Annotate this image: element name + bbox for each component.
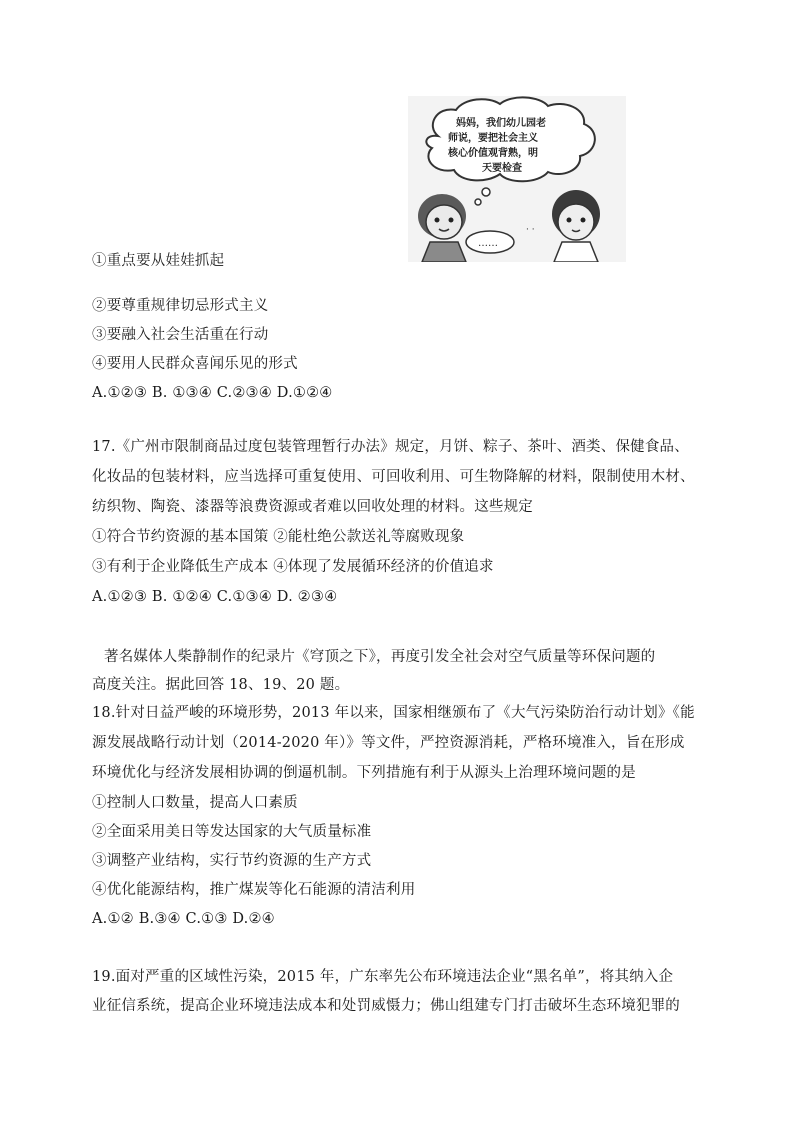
q17-answers: A.①②③ B. ①②④ C.①③④ D. ②③④ xyxy=(92,589,338,605)
q18-answers: A.①② B.③④ C.①③ D.②④ xyxy=(92,911,275,927)
q16-option-1: ①重点要从娃娃抓起 xyxy=(92,253,225,269)
q18-option-4: ④优化能源结构，推广煤炭等化石能源的清洁利用 xyxy=(92,882,416,898)
q18-option-1: ①控制人口数量，提高人口素质 xyxy=(92,795,298,811)
q18-stem-line-2: 源发展战略行动计划（2014-2020 年）》等文件，严控资源消耗，严格环境准入，旨在形成 xyxy=(92,735,685,751)
reply-bubble-text: …… xyxy=(478,238,498,249)
q16-option-3: ③要融入社会生活重在行动 xyxy=(92,327,269,343)
cartoon-drawing xyxy=(408,96,626,262)
q18-option-3: ③调整产业结构，实行节约资源的生产方式 xyxy=(92,853,372,869)
cartoon-illustration xyxy=(408,96,626,262)
speech-line-1: 妈妈，我们幼儿园老 xyxy=(456,118,546,129)
q18-stem-line-3: 环境优化与经济发展相协调的倒逼机制。下列措施有利于从源头上治理环境问题的是 xyxy=(92,765,636,781)
q17-option-line-1: ①符合节约资源的基本国策 ②能杜绝公款送礼等腐败现象 xyxy=(92,529,465,545)
q19-stem-line-2: 业征信系统，提高企业环境违法成本和处罚威慑力；佛山组建专门打击破坏生态环境犯罪的 xyxy=(92,998,680,1014)
intro-line-2: 高度关注。据此回答 18、19、20 题。 xyxy=(92,677,350,693)
q19-stem-line-1: 19.面对严重的区域性污染，2015 年，广东率先公布环境违法企业“黑名单”，将其纳入企 xyxy=(92,969,674,985)
q17-stem-line-3: 纺织物、陶瓷、漆器等浪费资源或者难以回收处理的材料。这些规定 xyxy=(92,499,533,515)
q18-option-2: ②全面采用美日等发达国家的大气质量标准 xyxy=(92,824,372,840)
q17-option-line-2: ③有利于企业降低生产成本 ④体现了发展循环经济的价值追求 xyxy=(92,559,494,575)
q17-stem-line-1: 17.《广州市限制商品过度包装管理暂行办法》规定，月饼、粽子、茶叶、酒类、保健食品、 xyxy=(92,439,689,455)
q18-stem-line-1: 18.针对日益严峻的环境形势，2013 年以来，国家相继颁布了《大气污染防治行动计划》《能 xyxy=(92,705,695,721)
q16-option-4: ④要用人民群众喜闻乐见的形式 xyxy=(92,356,298,372)
q16-answers: A.①②③ B. ①③④ C.②③④ D.①②④ xyxy=(92,385,333,401)
girl-figure xyxy=(552,190,600,262)
speech-line-2: 师说，要把社会主义 xyxy=(448,133,538,144)
q16-option-2: ②要尊重规律切忌形式主义 xyxy=(92,298,269,314)
q17-stem-line-2: 化妆品的包装材料，应当选择可重复使用、可回收利用、可生物降解的材料，限制使用木材、 xyxy=(92,469,695,485)
speech-line-4: 天要检查 xyxy=(482,163,522,174)
svg-text:· ·: · · xyxy=(526,225,535,235)
intro-line-1: 著名媒体人柴静制作的纪录片《穹顶之下》，再度引发全社会对空气质量等环保问题的 xyxy=(104,649,656,665)
boy-figure xyxy=(418,194,466,262)
speech-line-3: 核心价值观背熟，明 xyxy=(448,148,538,159)
